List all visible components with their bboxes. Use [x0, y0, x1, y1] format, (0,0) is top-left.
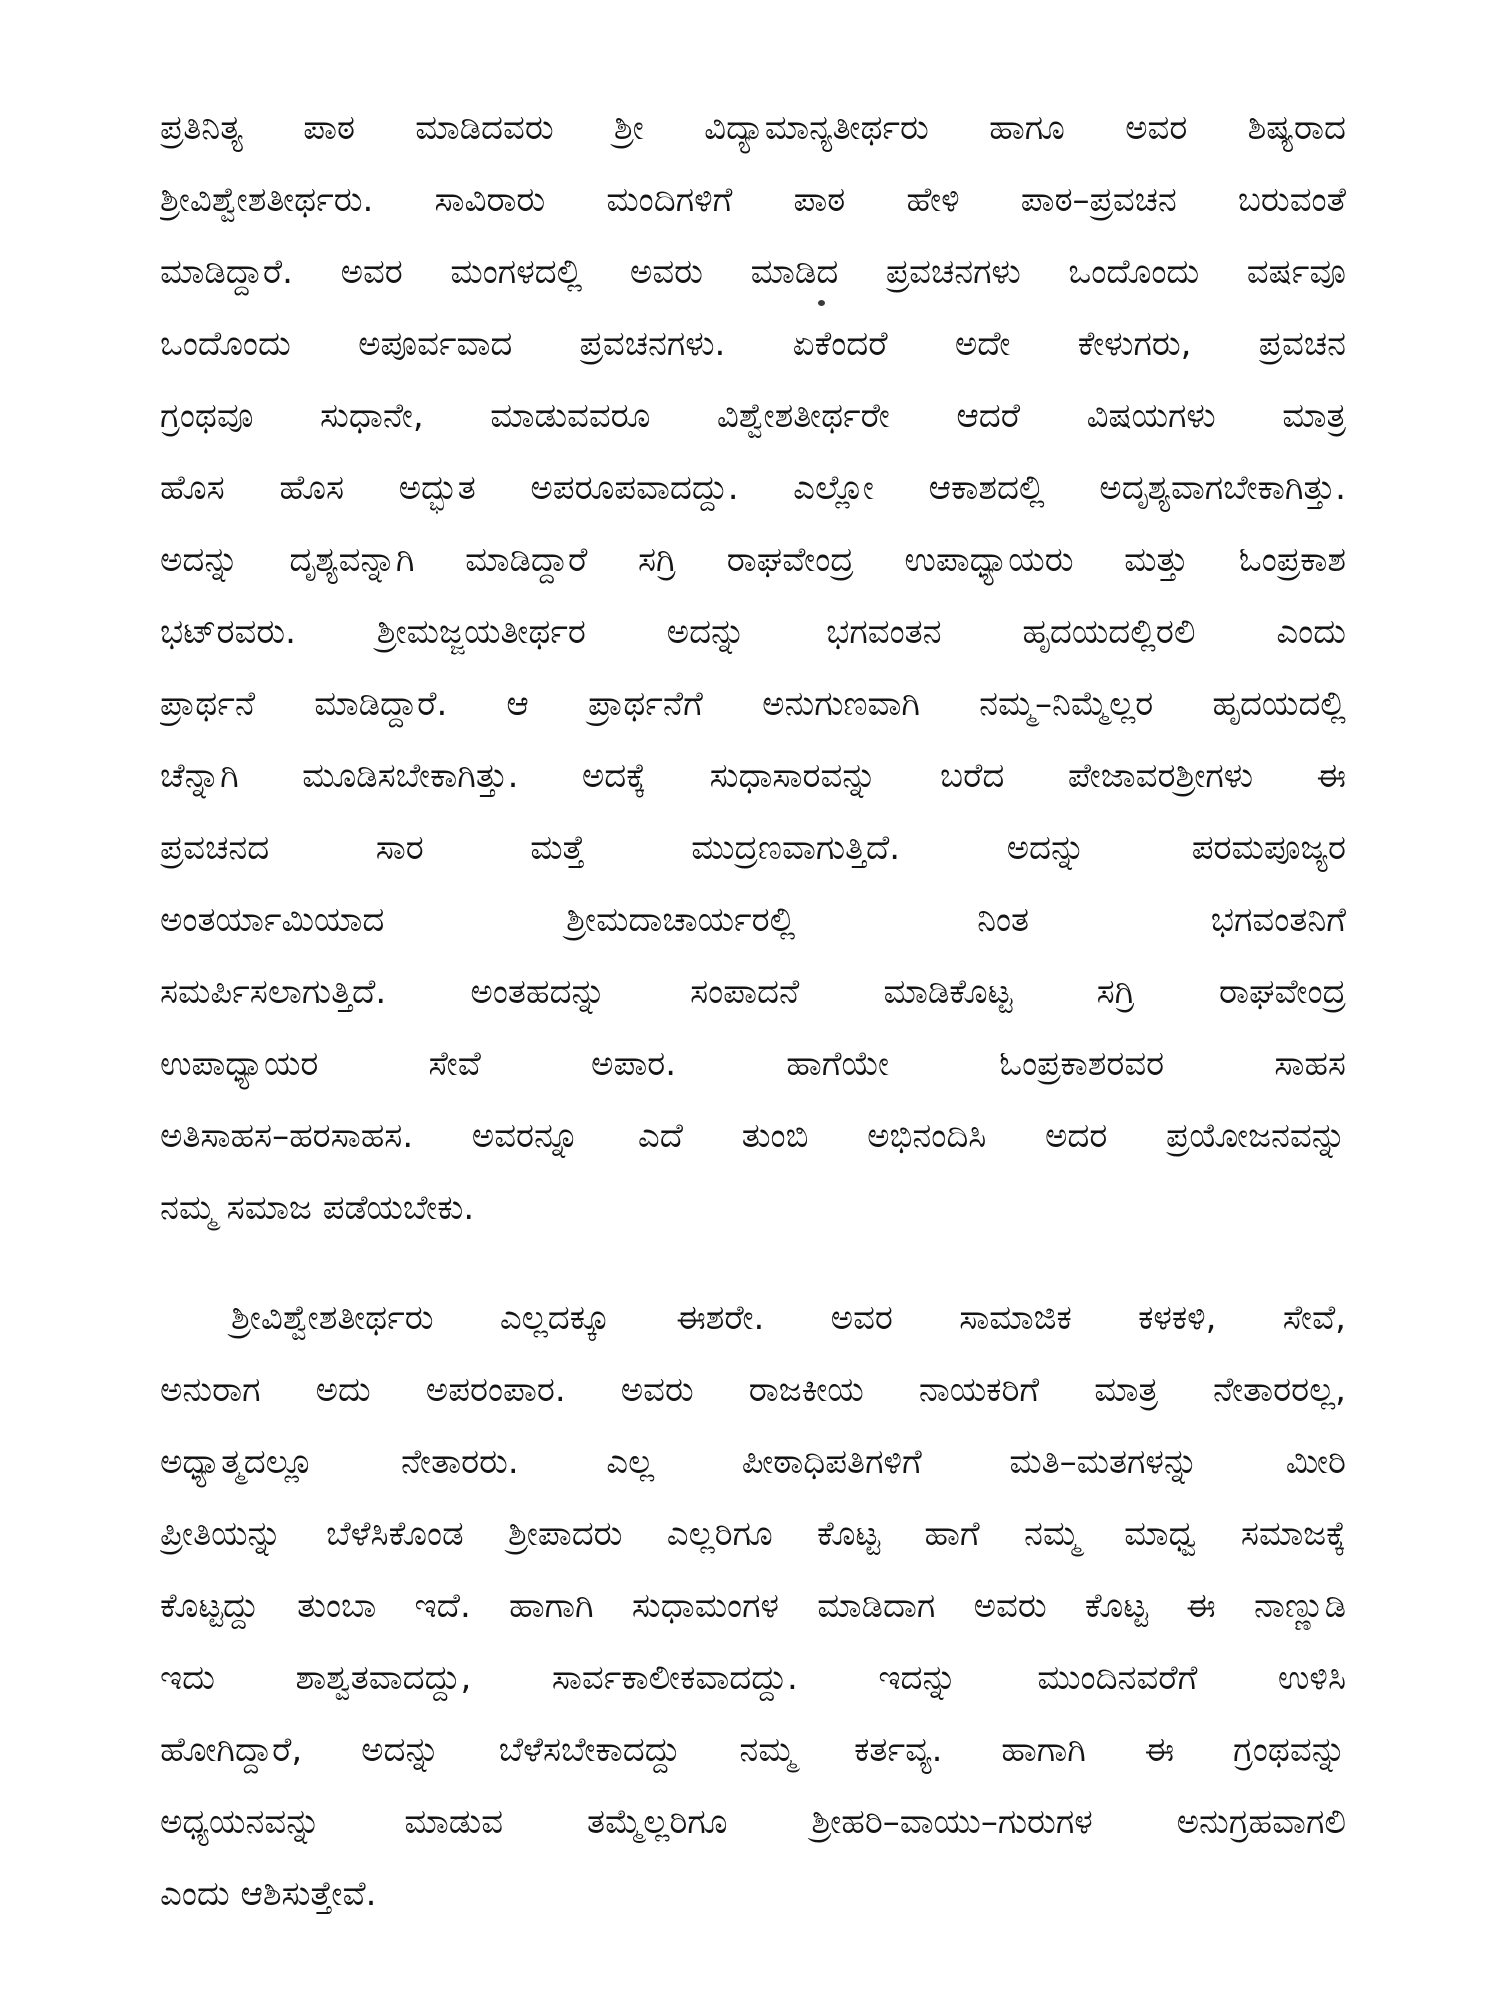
paragraph-line: ಗ್ರಂಥವೂ ಸುಧಾನೇ, ಮಾಡುವವರೂ ವಿಶ್ವೇಶತೀರ್ಥರೇ ಆದರೆ ವಿಷಯಗಳು ಮಾತ್ರ: [160, 396, 1346, 436]
paragraph-line: ನಮ್ಮ ಸಮಾಜ ಪಡೆಯಬೇಕು.: [160, 1188, 475, 1228]
paragraph-2: [160, 1282, 1346, 1930]
paragraph-line: ಶ್ರೀವಿಶ್ವೇಶತೀರ್ಥರು ಎಲ್ಲದಕ್ಕೂ ಈಶರೇ. ಅವರ ಸಾಮಾಜಿಕ ಕಳಕಳಿ, ಸೇವೆ,: [231, 1298, 1346, 1338]
paragraph-line: ಮಾಡಿದ್ದಾರೆ. ಅವರ ಮಂಗಳದಲ್ಲಿ ಅವರು ಮಾಡಿದ ಪ್ರವಚನಗಳು ಒಂದೊಂದು ವರ್ಷವೂ: [160, 252, 1346, 292]
paragraph-line: ಅಧ್ಯಯನವನ್ನು ಮಾಡುವ ತಮ್ಮೆಲ್ಲರಿಗೂ ಶ್ರೀಹರಿ–ವಾಯು–ಗುರುಗಳ ಅನುಗ್ರಹವಾಗಲಿ: [160, 1802, 1346, 1842]
paragraph-line: ಭಟ್‌ರವರು. ಶ್ರೀಮಜ್ಜಯತೀರ್ಥರ ಅದನ್ನು ಭಗವಂತನ ಹೃದಯದಲ್ಲಿರಲಿ ಎಂದು: [160, 612, 1346, 652]
paragraph-line: ಅನುರಾಗ ಅದು ಅಪರಂಪಾರ. ಅವರು ರಾಜಕೀಯ ನಾಯಕರಿಗೆ ಮಾತ್ರ ನೇತಾರರಲ್ಲ,: [160, 1370, 1346, 1410]
paragraph-line: ಪ್ರಾರ್ಥನೆ ಮಾಡಿದ್ದಾರೆ. ಆ ಪ್ರಾರ್ಥನೆಗೆ ಅನುಗುಣವಾಗಿ ನಮ್ಮ–ನಿಮ್ಮೆಲ್ಲರ ಹೃದಯದಲ್ಲಿ: [160, 684, 1346, 724]
paragraph-line: ಸಮರ್ಪಿಸಲಾಗುತ್ತಿದೆ. ಅಂತಹದನ್ನು ಸಂಪಾದನೆ ಮಾಡಿಕೊಟ್ಟ ಸಗ್ರಿ ರಾಘವೇಂದ್ರ: [160, 972, 1346, 1012]
paragraph-line: ಇದು ಶಾಶ್ವತವಾದದ್ದು, ಸಾರ್ವಕಾಲೀಕವಾದದ್ದು. ಇದನ್ನು ಮುಂದಿನವರೆಗೆ ಉಳಿಸಿ: [160, 1658, 1346, 1698]
paragraph-line: ಪ್ರವಚನದ ಸಾರ ಮತ್ತೆ ಮುದ್ರಣವಾಗುತ್ತಿದೆ. ಅದನ್ನು ಪರಮಪೂಜ್ಯರ: [160, 828, 1346, 868]
paragraph-line: ಒಂದೊಂದು ಅಪೂರ್ವವಾದ ಪ್ರವಚನಗಳು. ಏಕೆಂದರೆ ಅದೇ ಕೇಳುಗರು, ಪ್ರವಚನ: [160, 324, 1346, 364]
paragraph-line: ಕೊಟ್ಟದ್ದು ತುಂಬಾ ಇದೆ. ಹಾಗಾಗಿ ಸುಧಾಮಂಗಳ ಮಾಡಿದಾಗ ಅವರು ಕೊಟ್ಟ ಈ ನಾಣ್ಣುಡಿ: [160, 1586, 1346, 1626]
paragraph-line: ಶ್ರೀವಿಶ್ವೇಶತೀರ್ಥರು. ಸಾವಿರಾರು ಮಂದಿಗಳಿಗೆ ಪಾಠ ಹೇಳಿ ಪಾಠ–ಪ್ರವಚನ ಬರುವಂತೆ: [160, 180, 1346, 220]
paragraph-line: ಅದನ್ನು ದೃಶ್ಯವನ್ನಾಗಿ ಮಾಡಿದ್ದಾರೆ ಸಗ್ರಿ ರಾಘವೇಂದ್ರ ಉಪಾಧ್ಯಾಯರು ಮತ್ತು ಓಂಪ್ರಕಾಶ: [160, 540, 1346, 580]
paragraph-line: ಅಂತರ್ಯಾಮಿಯಾದ ಶ್ರೀಮದಾಚಾರ್ಯರಲ್ಲಿ ನಿಂತ ಭಗವಂತನಿಗೆ: [160, 900, 1346, 940]
paragraph-line: ಎಂದು ಆಶಿಸುತ್ತೇವೆ.: [160, 1874, 377, 1914]
paragraph-line: ಪ್ರೀತಿಯನ್ನು ಬೆಳೆಸಿಕೊಂಡ ಶ್ರೀಪಾದರು ಎಲ್ಲರಿಗೂ ಕೊಟ್ಟ ಹಾಗೆ ನಮ್ಮ ಮಾಧ್ವ ಸಮಾಜಕ್ಕೆ: [160, 1514, 1346, 1554]
paragraph-1: [160, 92, 1346, 1244]
paragraph-line: ಹೊಸ ಹೊಸ ಅದ್ಭುತ ಅಪರೂಪವಾದದ್ದು. ಎಲ್ಲೋ ಆಕಾಶದಲ್ಲಿ ಅದೃಶ್ಯವಾಗಬೇಕಾಗಿತ್ತು.: [160, 468, 1346, 508]
paragraph-line: ಉಪಾಧ್ಯಾಯರ ಸೇವೆ ಅಪಾರ. ಹಾಗೆಯೇ ಓಂಪ್ರಕಾಶರವರ ಸಾಹಸ: [160, 1044, 1346, 1084]
paragraph-line: ಅತಿಸಾಹಸ–ಹರಸಾಹಸ. ಅವರನ್ನೂ ಎದೆ ತುಂಬಿ ಅಭಿನಂದಿಸಿ ಅದರ ಪ್ರಯೋಜನವನ್ನು: [160, 1116, 1346, 1156]
paragraph-line: ಚೆನ್ನಾಗಿ ಮೂಡಿಸಬೇಕಾಗಿತ್ತು. ಅದಕ್ಕೆ ಸುಧಾಸಾರವನ್ನು ಬರೆದ ಪೇಜಾವರಶ್ರೀಗಳು ಈ: [160, 756, 1346, 796]
paragraph-line: ಹೋಗಿದ್ದಾರೆ, ಅದನ್ನು ಬೆಳೆಸಬೇಕಾದದ್ದು ನಮ್ಮ ಕರ್ತವ್ಯ. ಹಾಗಾಗಿ ಈ ಗ್ರಂಥವನ್ನು: [160, 1730, 1346, 1770]
paragraph-line: ಅಧ್ಯಾತ್ಮದಲ್ಲೂ ನೇತಾರರು. ಎಲ್ಲ ಪೀಠಾಧಿಪತಿಗಳಿಗೆ ಮತಿ–ಮತಗಳನ್ನು ಮೀರಿ: [160, 1442, 1346, 1482]
paragraph-line: ಪ್ರತಿನಿತ್ಯ ಪಾಠ ಮಾಡಿದವರು ಶ್ರೀ ವಿದ್ಯಾಮಾನ್ಯತೀರ್ಥರು ಹಾಗೂ ಅವರ ಶಿಷ್ಯರಾದ: [160, 108, 1346, 148]
